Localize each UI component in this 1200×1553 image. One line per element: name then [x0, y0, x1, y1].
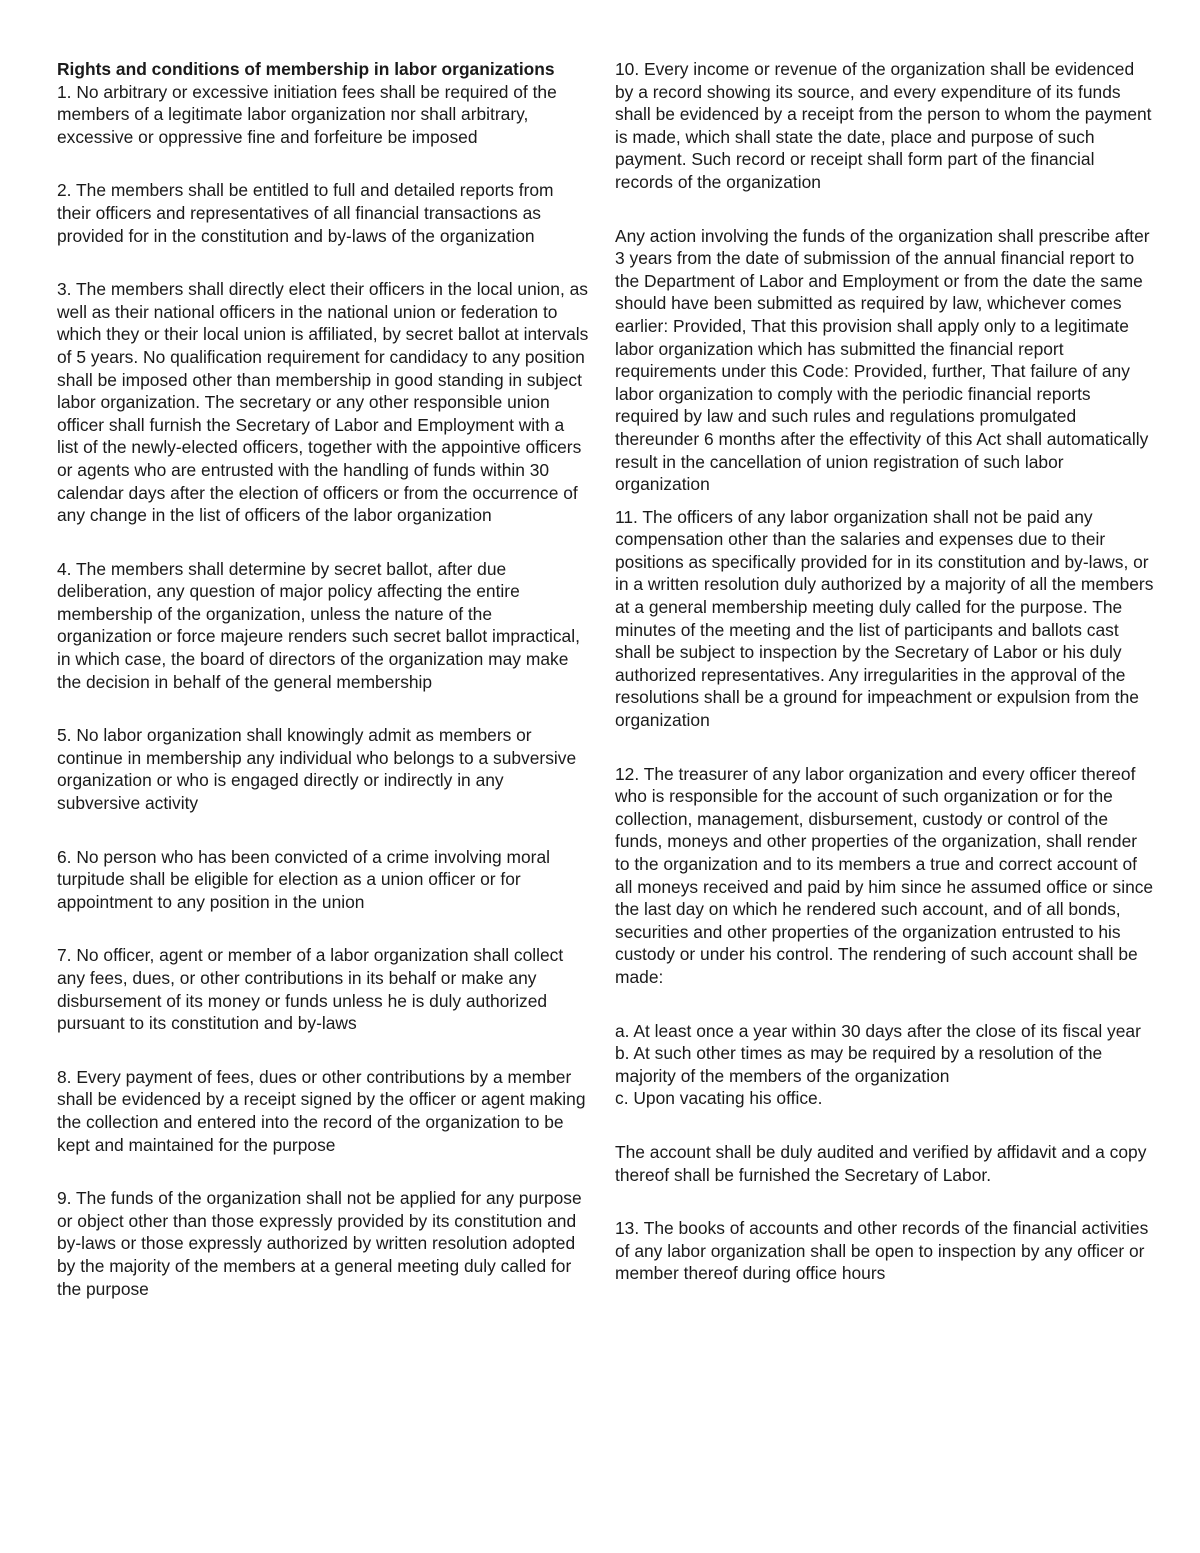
- paragraph-item-10: 10. Every income or revenue of the organization shall be evidenced by a record showing its source, and every expenditure of its funds shall be evidenced by a receipt from the person to whom the payment is made, which shall state the date, place and purpose of such payment. Such record or receipt shall form part of the financial records of the organization: [615, 59, 1152, 192]
- paragraph-audit: The account shall be duly audited and verified by affidavit and a copy thereof shall be furnished the Secretary of Labor.: [615, 1141, 1147, 1185]
- right-column: [615, 58, 1155, 1285]
- paragraph-item-12: 12. The treasurer of any labor organization and every officer thereof who is responsible for the account of such organization or for the collection, management, disbursement, custody or control of the funds, moneys and other properties of the organization, shall render to the organization and to its members a true and correct account of all moneys received and paid by him since he assumed office or since the last day on which he rendered such account, and of all bonds, securities and other properties of the organization entrusted to his custody or under his control. The rendering of such account shall be made:: [615, 763, 1154, 987]
- paragraph-item-4: 4. The members shall determine by secret ballot, after due deliberation, any question of major policy affecting the entire membership of the organization, unless the nature of the organization or force majeure renders such secret ballot impractical, in which case, the board of directors of the organization may make the decision in behalf of the general membership: [57, 558, 580, 692]
- document-title: Rights and conditions of membership in labor organizations: [57, 59, 555, 79]
- paragraph-item-11: 11. The officers of any labor organization shall not be paid any compensation other than the salaries and expenses due to their positions as specifically provided for in its constitution and by-laws, or in a written resolution duly authorized by a majority of all the members at a general membership meeting duly called for the purpose. The minutes of the meeting and the list of participants and ballots cast shall be subject to inspection by the Secretary of Labor or his duly authorized representatives. Any irregularities in the approval of the resolutions shall be a ground for impeachment or expulsion from the organization: [615, 506, 1154, 731]
- subitem-a: a. At least once a year within 30 days after the close of its fiscal year: [615, 1020, 1141, 1041]
- paragraph-item-2: 2. The members shall be entitled to full and detailed reports from their officers and representatives of all financial transactions as provided for in the constitution and by-laws of the organization: [57, 180, 554, 246]
- paragraph-item-9: 9. The funds of the organization shall not be applied for any purpose or object other than those expressly provided by its constitution and by-laws or those expressly authorized by written resolution adopted by the majority of the members at a general meeting duly called for the purpose: [57, 1188, 582, 1299]
- paragraph-item-8: 8. Every payment of fees, dues or other contributions by a member shall be evidenced by a receipt signed by the officer or agent making the collection and entered into the record of the organization to be kept and maintained for the purpose: [57, 1066, 586, 1155]
- paragraph-item-3: 3. The members shall directly elect their officers in the local union, as well as their national officers in the national union or federation to which they or their local union is affiliated, by secret ballot at intervals of 5 years. No qualification requirement for candidacy to any position shall be imposed other than membership in good standing in subject labor organization. The secretary or any other responsible union officer shall furnish the Secretary of Labor and Employment with a list of the newly-elected officers, together with the appointive officers or agents who are entrusted with the handling of funds within 30 calendar days after the election of officers or from the occurrence of any change in the list of officers of the labor organization: [57, 279, 589, 526]
- paragraph-item-6: 6. No person who has been convicted of a crime involving moral turpitude shall be eligible for election as a union officer or for appointment to any position in the union: [57, 846, 550, 912]
- paragraph-prescription: Any action involving the funds of the organization shall prescribe after 3 years from the date of submission of the annual financial report to the Department of Labor and Employment or from the date the same should have been submitted as required by law, whichever comes earlier: Provided, That this provision shall apply only to a legitimate labor organization which has submitted the financial report requirements under this Code: Provided, further, That failure of any labor organization to comply with the periodic financial reports required by law and such rules and regulations promulgated thereunder 6 months after the effectivity of this Act shall automatically result in the cancellation of union registration of such labor organization: [615, 225, 1150, 495]
- subitem-b: b. At such other times as may be required by a resolution of the majority of the members of the organization: [615, 1043, 1103, 1086]
- paragraph-item-7: 7. No officer, agent or member of a labor organization shall collect any fees, dues, or other contributions in its behalf or make any disbursement of its money or funds unless he is duly authorized pursuant to its constitution and by-laws: [57, 945, 564, 1034]
- left-column: [57, 58, 589, 1300]
- paragraph-item-5: 5. No labor organization shall knowingly admit as members or continue in membership any individual who belongs to a subversive organization or who is engaged directly or indirectly in any subversive activity: [57, 725, 577, 814]
- paragraph-item-13: 13. The books of accounts and other records of the financial activities of any labor organization shall be open to inspection by any officer or member thereof during office hours: [615, 1218, 1149, 1284]
- subitem-c: c. Upon vacating his office.: [615, 1088, 823, 1109]
- paragraph-item-1: 1. No arbitrary or excessive initiation fees shall be required of the members of a legitimate labor organization nor shall arbitrary, excessive or oppressive fine and forfeiture be imposed: [57, 81, 557, 147]
